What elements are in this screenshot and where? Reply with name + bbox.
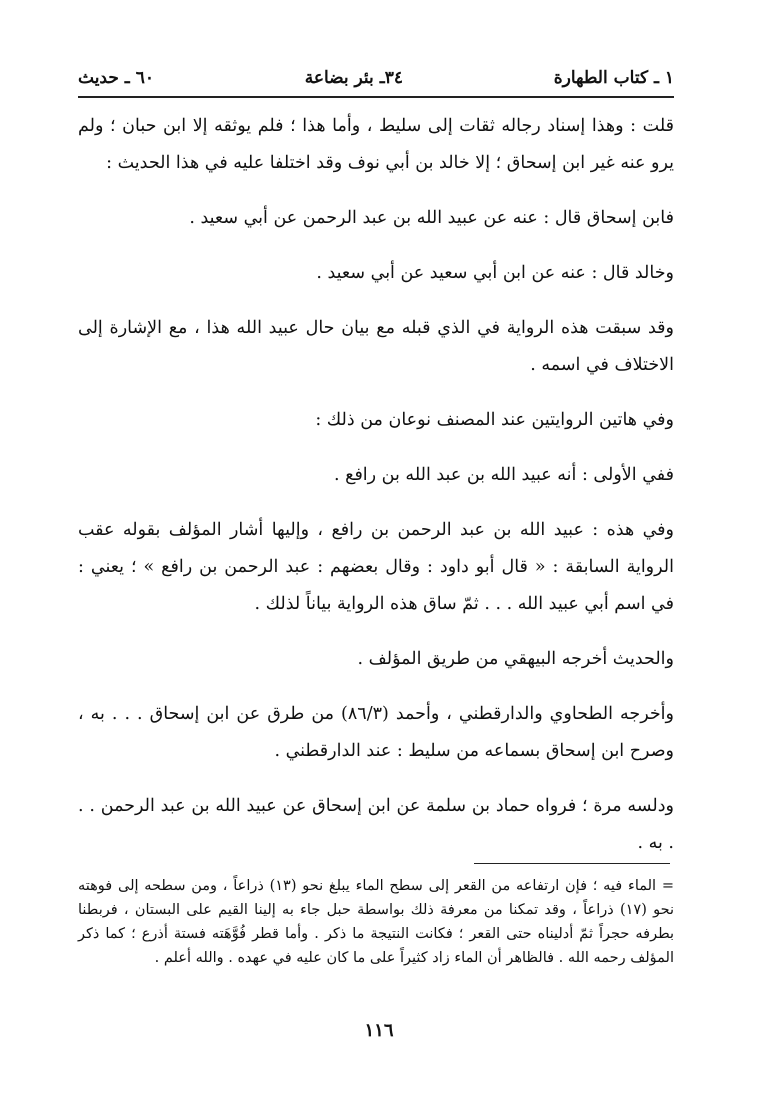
- paragraph: فابن إسحاق قال : عنه عن عبيد الله بن عبد الرحمن عن أبي سعيد .: [189, 208, 674, 228]
- paragraph: ففي الأولى : أنه عبيد الله بن عبد الله بن رافع .: [334, 465, 674, 485]
- footnote-text: = الماء فيه ؛ فإن ارتفاعه من القعر إلى سطح الماء يبلغ نحو (١٣) ذراعاً ، ومن سطحه إلى فوهته نحو (١٧) ذراعاً ، وقد تمكنا من معرفة ذلك بواسطة حبل جاء به إلينا القيم على البستان ، فربطنا بطرفه حجراً ثمّ أدليناه حتى القعر ؛ فكانت النتيجة ما ذكر . وأما قطر فُوَّهَته فستة أذرع ؛ كما ذكر المؤلف رحمه الله . فالظاهر أن الماء زاد كثيراً على ما كان عليه في عهده . والله أعلم .: [78, 878, 674, 966]
- header-hadith: ٦٠ ـ حديث: [78, 68, 154, 88]
- running-header: [78, 62, 674, 94]
- footnote: [78, 874, 674, 970]
- paragraph: وأخرجه الطحاوي والدارقطني ، وأحمد (٨٦/٣) من طرق عن ابن إسحاق . . . به ، وصرح ابن إسحاق بسماعه من سليط : عند الدارقطني .: [78, 704, 674, 761]
- paragraph: وخالد قال : عنه عن ابن أبي سعيد عن أبي سعيد .: [316, 263, 674, 283]
- paragraph: وفي هذه : عبيد الله بن عبد الرحمن بن رافع ، وإليها أشار المؤلف بقوله عقب الرواية السابقة : « قال أبو داود : وقال بعضهم : عبد الرحمن بن رافع » ؛ يعني : في اسم أبي عبيد الله . . . ثمّ ساق هذه الرواية بياناً لذلك .: [78, 520, 674, 614]
- header-chapter: ١ ـ كتاب الطهارة: [553, 68, 674, 88]
- paragraph: وقد سبقت هذه الرواية في الذي قبله مع بيان حال عبيد الله هذا ، مع الإشارة إلى الاختلاف في اسمه .: [78, 318, 674, 375]
- main-text: [78, 108, 674, 862]
- paragraph: قلت : وهذا إسناد رجاله ثقات إلى سليط ، وأما هذا ؛ فلم يوثقه إلا ابن حبان ؛ ولم يرو عنه غير ابن إسحاق ؛ إلا خالد بن أبي نوف وقد اختلفا عليه في هذا الحديث :: [78, 116, 674, 173]
- paragraph: ودلسه مرة ؛ فرواه حماد بن سلمة عن ابن إسحاق عن عبيد الله بن عبد الرحمن . . . به .: [78, 796, 674, 853]
- header-divider: [78, 96, 674, 98]
- paragraph: والحديث أخرجه البيهقي من طريق المؤلف .: [357, 649, 674, 669]
- footnote-divider: [474, 863, 670, 864]
- header-section: ٣٤ـ بئر بضاعة: [304, 68, 403, 88]
- page-number: ١١٦: [364, 1020, 394, 1041]
- paragraph: وفي هاتين الروايتين عند المصنف نوعان من ذلك :: [315, 410, 674, 430]
